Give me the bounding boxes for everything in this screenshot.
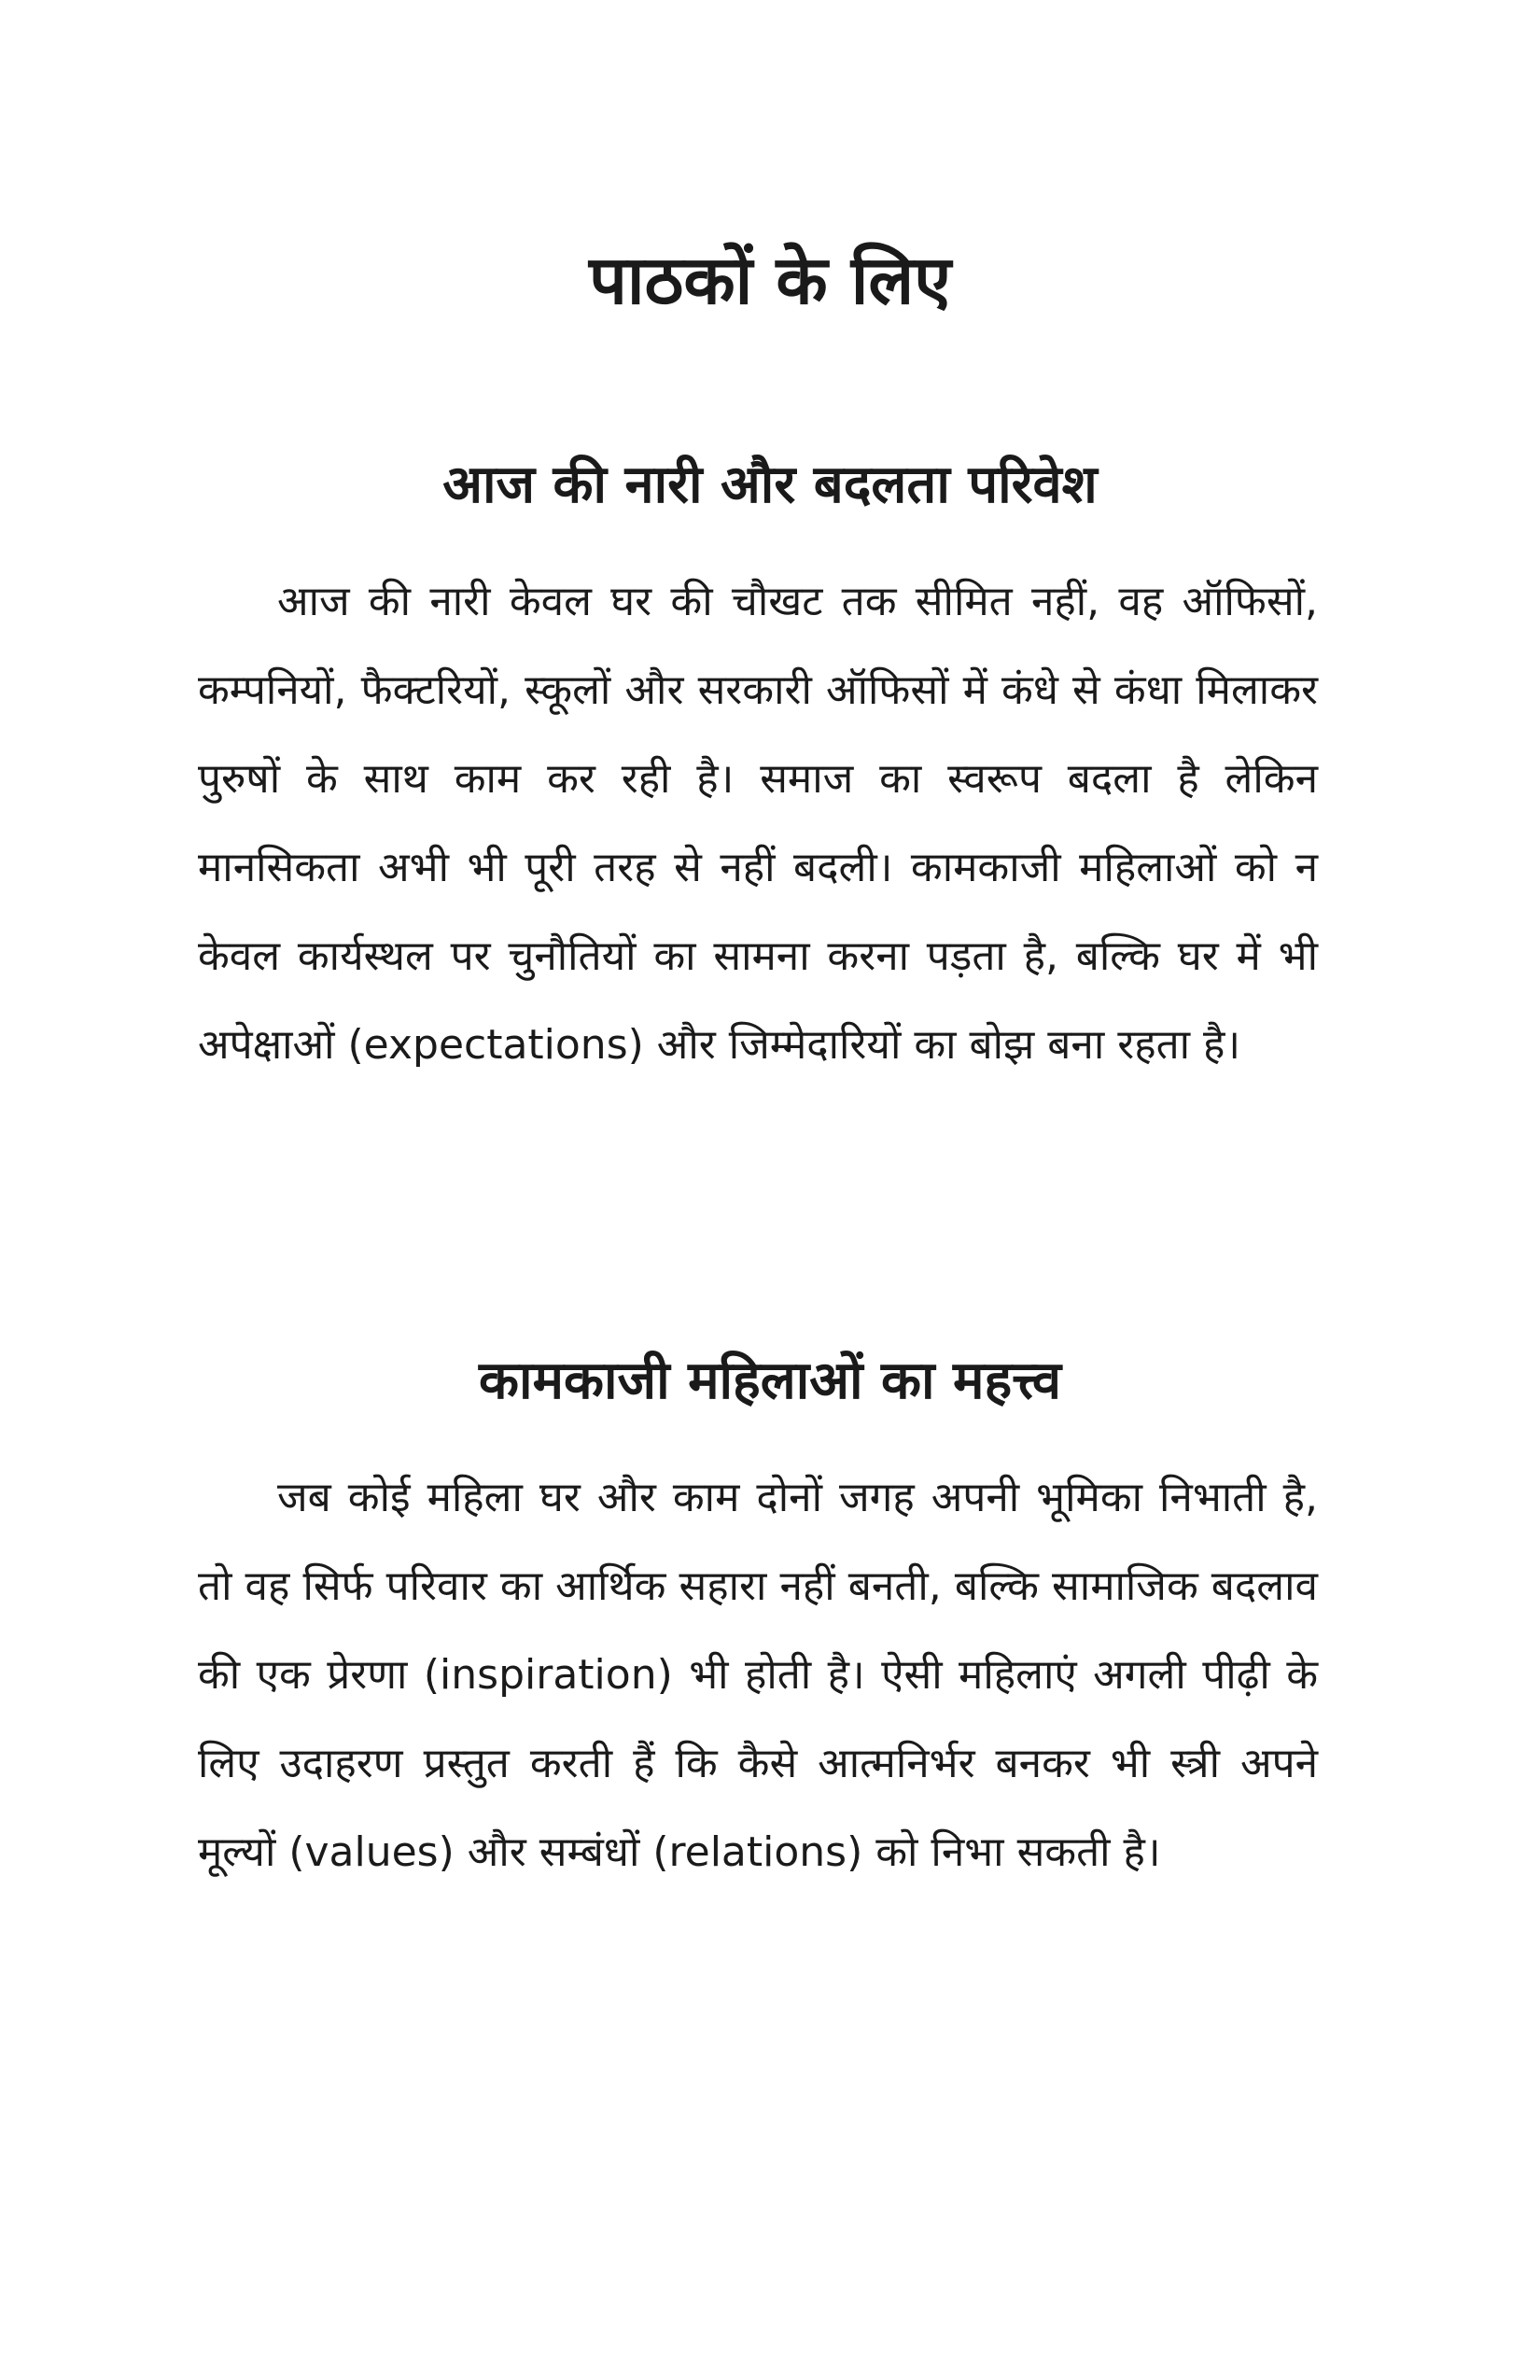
section-heading-working-women-importance: कामकाजी महिलाओं का महत्त्व (479, 1351, 1061, 1411)
section-paragraph-modern-woman: आज की नारी केवल घर की चौखट तक सीमित नहीं, वह ऑफिसों, कम्पनियों, फैक्टरियों, स्कूलों और सरकारी ऑफिसों में कंधे से कंधा मिलाकर पुरुषों के साथ काम कर रही है। समाज का स्वरूप बदला है लेकिन मानसिकता अभी भी पूरी तरह से नहीं बदली। कामकाजी महिलाओं को न केवल कार्यस्थल पर चुनौतियों का सामना करना पड़ता है, बल्कि घर में भी अपेक्षाओं (expectations) और जिम्मेदारियों का बोझ बना रहता है। (198, 578, 1318, 1069)
section-heading-modern-woman: आज की नारी और बदलता परिवेश (442, 455, 1098, 515)
page-title: पाठकों के लिए (588, 241, 952, 319)
section-paragraph-working-women-importance: जब कोई महिला घर और काम दोनों जगह अपनी भूमिका निभाती है, तो वह सिर्फ परिवार का आर्थिक सहारा नहीं बनती, बल्कि सामाजिक बदलाव की एक प्रेरणा (inspiration) भी होती है। ऐसी महिलाएं अगली पीढ़ी के लिए उदाहरण प्रस्तुत करती हैं कि कैसे आत्मनिर्भर बनकर भी स्त्री अपने मूल्यों (values) और सम्बंधों (relations) को निभा सकती है। (198, 1474, 1318, 1876)
